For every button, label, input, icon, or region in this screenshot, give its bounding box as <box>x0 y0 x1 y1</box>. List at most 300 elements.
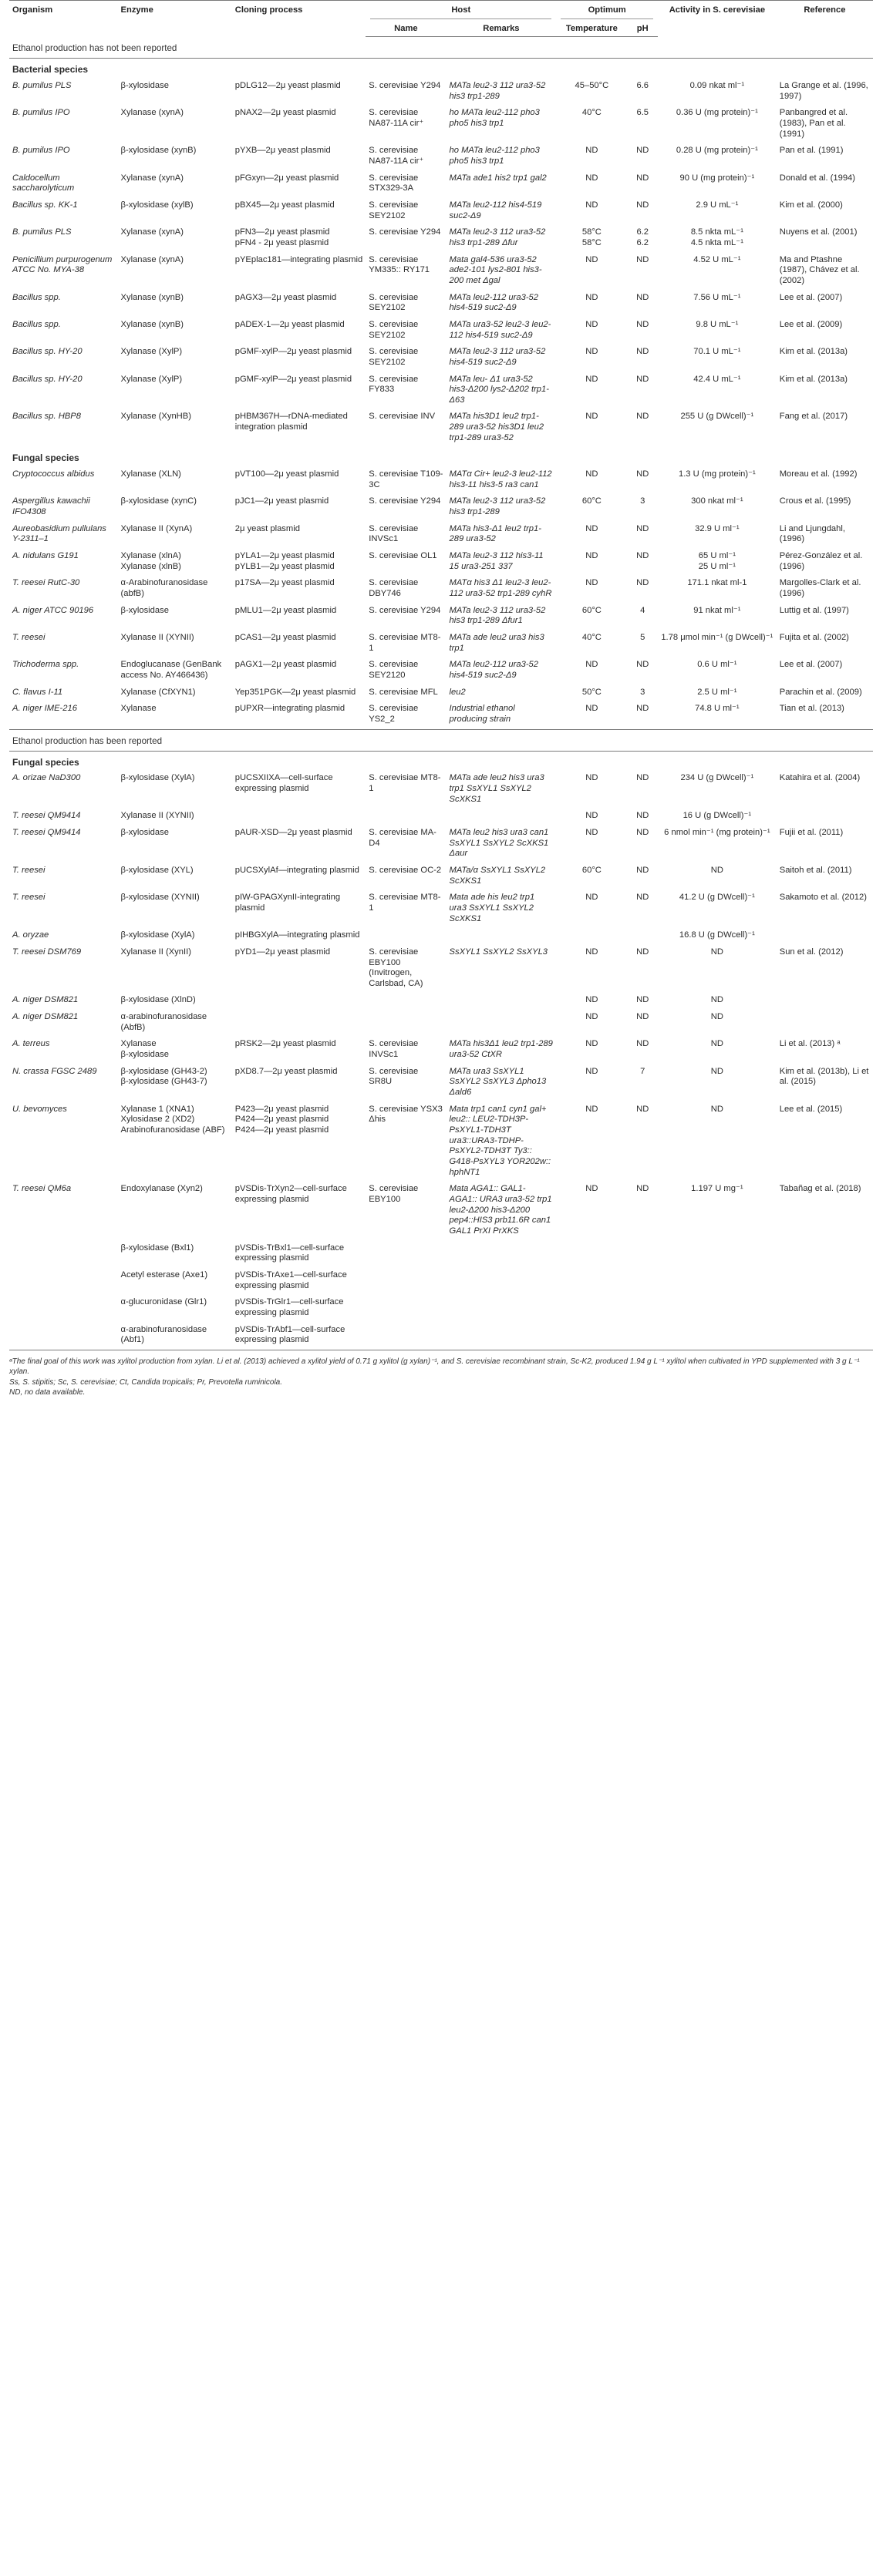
cell-temperature: 40°C <box>581 632 602 642</box>
header-activity: Activity in S. cerevisiae <box>669 5 766 15</box>
cell-temperature <box>556 928 627 945</box>
cell-host-name: S. cerevisiae YM335:: RY171 <box>369 254 430 275</box>
cell-organism: T. reesei QM9414 <box>12 827 81 837</box>
cell-organism: A. orizae NaD300 <box>12 773 81 783</box>
cell-host-name: S. cerevisiae SEY2102 <box>369 292 419 313</box>
cell-temperature: 45–50°C <box>575 81 609 91</box>
cell-enzyme: β-xylosidase (XYL) <box>120 865 194 875</box>
cell-temperature: 58°C 58°C <box>581 227 602 247</box>
cell-host-name <box>366 993 446 1010</box>
cell-enzyme: α-arabinofuranosidase (AbfB) <box>120 1012 207 1032</box>
cell-cloning: pUPXR—integrating plasmid <box>234 704 345 714</box>
cell-host-name <box>366 928 446 945</box>
cell-remarks <box>447 1010 557 1037</box>
cell-cloning: P423—2μ yeast plasmid P424—2μ yeast plasmid P424—2μ yeast plasmid <box>234 1104 329 1135</box>
cell-temperature: ND <box>585 704 598 714</box>
cell-ph: ND <box>636 811 649 821</box>
cell-host-name: S. cerevisiae YS2_2 <box>369 704 419 724</box>
cell-host-name: S. cerevisiae INV <box>369 412 436 422</box>
table-row <box>9 1323 873 1350</box>
table-row <box>9 318 873 345</box>
cell-activity: 0.09 nkat ml⁻¹ <box>689 81 745 91</box>
cell-reference: Fujita et al. (2002) <box>779 632 849 642</box>
cell-activity: 32.9 U ml⁻¹ <box>695 523 740 533</box>
cell-remarks: MATa leu2-112 his4-519 suc2-Δ9 <box>449 200 542 220</box>
cell-enzyme: Xylanase (xynA) <box>120 254 184 264</box>
cell-activity: 70.1 U mL⁻¹ <box>693 347 741 357</box>
cell-ph: ND <box>636 292 649 302</box>
cell-enzyme: Xylanase 1 (XNA1) Xylosidase 2 (XD2) Arabinofuranosidase (ABF) <box>120 1104 225 1135</box>
cell-remarks <box>447 993 557 1010</box>
cell-host-name: S. cerevisiae FY833 <box>369 374 419 395</box>
cell-host-name <box>366 1010 446 1037</box>
cell-host-name: S. cerevisiae OL1 <box>369 551 437 561</box>
cell-enzyme: β-xylosidase (XylA) <box>120 930 195 940</box>
cell-ph: ND <box>636 319 649 329</box>
cell-remarks: MATa leu2-3 112 ura3-52 his4-519 suc2-Δ9 <box>449 347 546 367</box>
cell-cloning: pVSDis-TrXyn2—cell-surface expressing plasmid <box>234 1184 347 1204</box>
cell-activity: 42.4 U mL⁻¹ <box>693 374 741 384</box>
cell-organism: B. pumilus PLS <box>12 81 72 91</box>
cell-temperature: ND <box>585 947 598 957</box>
cell-cloning: Yep351PGK—2μ yeast plasmid <box>234 687 356 697</box>
cell-remarks: MATa his3-Δ1 leu2 trp1-289 ura3-52 <box>449 523 541 544</box>
footnote-nd: ND, no data available. <box>9 1388 86 1397</box>
cell-reference: Luttig et al. (1997) <box>779 605 849 615</box>
cell-reference: Donald et al. (1994) <box>779 173 855 183</box>
cell-ph <box>627 1241 658 1268</box>
cell-host-name: S. cerevisiae NA87-11A cir⁺ <box>369 108 424 129</box>
cell-remarks <box>447 809 557 826</box>
cell-reference: Katahira et al. (2004) <box>779 773 861 783</box>
table-row <box>9 809 873 826</box>
cell-cloning: pVT100—2μ yeast plasmid <box>234 469 339 479</box>
cell-temperature: ND <box>585 1066 598 1076</box>
cell-remarks <box>447 1295 557 1322</box>
cell-activity: ND <box>710 947 723 957</box>
table-row <box>9 1268 873 1295</box>
cell-reference: Tabañag et al. (2018) <box>779 1184 861 1194</box>
cell-activity: 91 nkat ml⁻¹ <box>693 605 741 615</box>
cell-enzyme: Xylanase (xynB) <box>120 292 184 302</box>
table-row <box>9 890 873 928</box>
header-host-remarks: Remarks <box>447 22 557 37</box>
cell-organism: T. reesei <box>12 632 45 642</box>
cell-remarks: Mata AGA1:: GAL1-AGA1:: URA3 ura3-52 trp1 leu2-Δ200 his3-Δ200 pep4::HIS3 prb11.6R can1 GAL1 PrXI PrXKS <box>449 1184 552 1236</box>
cell-host-name: S. cerevisiae Y294 <box>369 81 441 91</box>
cell-organism <box>9 1323 118 1350</box>
xylanase-expression-table <box>9 0 873 1350</box>
table-row <box>9 1295 873 1322</box>
cell-cloning: pADEX-1—2μ yeast plasmid <box>234 319 345 329</box>
cell-reference <box>777 1241 873 1268</box>
cell-remarks <box>447 1323 557 1350</box>
cell-enzyme: Xylanase (XylP) <box>120 374 183 384</box>
table-row <box>9 576 873 603</box>
cell-organism: Penicillium purpurogenum ATCC No. MYA-38 <box>12 254 113 275</box>
table-row <box>9 494 873 521</box>
cell-cloning: pVSDis-TrGlr1—cell-surface expressing plasmid <box>234 1297 344 1317</box>
cell-host-name <box>366 1241 446 1268</box>
cell-ph: 3 <box>640 496 645 506</box>
cell-reference <box>777 1295 873 1322</box>
cell-activity: 41.2 U (g DWcell)⁻¹ <box>679 893 755 903</box>
table-body <box>9 37 873 448</box>
cell-reference: Saitoh et al. (2011) <box>779 865 852 875</box>
table-row <box>9 657 873 684</box>
cell-ph: ND <box>636 551 649 561</box>
cell-remarks: MATa leu2-3 112 ura3-52 his3 trp1-289 Δfur1 <box>449 605 546 626</box>
cell-host-name: S. cerevisiae MFL <box>369 687 438 697</box>
cell-remarks: MATa leu- Δ1 ura3-52 his3-Δ200 lys2-Δ202 trp1- Δ63 <box>449 374 549 405</box>
cell-enzyme: Xylanase (XynHB) <box>120 412 191 422</box>
cell-organism: T. reesei QM6a <box>12 1184 72 1194</box>
cell-reference: Kim et al. (2000) <box>779 200 843 210</box>
cell-ph: ND <box>636 1039 649 1049</box>
cell-ph: ND <box>636 523 649 533</box>
cell-reference: Lee et al. (2015) <box>779 1104 843 1114</box>
cell-reference <box>777 993 873 1010</box>
cell-ph: ND <box>636 347 649 357</box>
cell-organism: A. niger ATCC 90196 <box>12 605 94 615</box>
cell-cloning: pGMF-xylP—2μ yeast plasmid <box>234 374 352 384</box>
cell-host-name <box>366 809 446 826</box>
cell-enzyme: β-xylosidase (xylB) <box>120 200 194 210</box>
cell-temperature: ND <box>585 578 598 588</box>
cell-cloning <box>232 1010 366 1037</box>
table-row <box>9 409 873 447</box>
cell-enzyme: β-xylosidase <box>120 81 169 91</box>
cell-ph: 5 <box>640 632 645 642</box>
cell-reference: Crous et al. (1995) <box>779 496 851 506</box>
table-row <box>9 863 873 890</box>
cell-host-name: S. cerevisiae SEY2102 <box>369 319 419 340</box>
cell-reference: Pan et al. (1991) <box>779 146 844 156</box>
cell-cloning: pVSDis-TrAbf1—cell-surface expressing plasmid <box>232 1323 366 1350</box>
cell-reference: Moreau et al. (1992) <box>779 469 858 479</box>
footnote-a: ᵃThe final goal of this work was xylitol production from xylan. Li et al. (2013) achieved a xylitol yield of 0.71 g xylitol (g xylan)⁻¹, and S. cerevisiae recombinant strain, Sc-K2, produced 1.94 g L⁻¹ xylitol when cultivated in YPD supplemented with 3 g L⁻¹ xylan. <box>9 1357 860 1377</box>
cell-host-name: S. cerevisiae INVSc1 <box>369 523 419 544</box>
table-row <box>9 701 873 729</box>
cell-temperature: ND <box>585 811 598 821</box>
table-row <box>9 253 873 291</box>
cell-remarks: MATα his3 Δ1 leu2-3 leu2-112 ura3-52 trp1-289 cyhR <box>449 578 552 598</box>
cell-reference: Li and Ljungdahl, (1996) <box>779 523 845 544</box>
header-organism: Organism <box>12 5 53 15</box>
cell-cloning: pIW-GPAGXynII-integrating plasmid <box>234 893 341 913</box>
cell-activity <box>658 1268 777 1295</box>
cell-host-name <box>366 1295 446 1322</box>
cell-temperature: ND <box>585 523 598 533</box>
table-row <box>9 826 873 863</box>
cell-ph: 6.2 6.2 <box>636 227 649 247</box>
cell-remarks: SsXYL1 SsXYL2 SsXYL3 <box>449 947 548 957</box>
cell-remarks: leu2 <box>449 687 466 697</box>
cell-ph: ND <box>636 704 649 714</box>
cell-activity: 7.56 U mL⁻¹ <box>693 292 741 302</box>
cell-activity: 0.28 U (mg protein)⁻¹ <box>676 146 758 156</box>
table-row <box>9 1037 873 1064</box>
cell-reference: Kim et al. (2013a) <box>779 374 848 384</box>
cell-organism: B. pumilus IPO <box>12 108 70 118</box>
cell-temperature: ND <box>585 1184 598 1194</box>
cell-enzyme: Xylanase <box>120 704 157 714</box>
cell-enzyme: β-xylosidase (xynB) <box>120 146 197 156</box>
cell-cloning: pIHBGXylA—integrating plasmid <box>234 930 360 940</box>
cell-host-name: S. cerevisiae Y294 <box>369 496 441 506</box>
cell-enzyme: β-xylosidase (XlnD) <box>120 995 196 1005</box>
cell-enzyme: α-Arabinofuranosidase (abfB) <box>120 578 208 598</box>
cell-organism: Aspergillus kawachii IFO4308 <box>12 496 90 517</box>
cell-temperature: ND <box>585 660 598 670</box>
cell-enzyme: Xylanase (xlnA) Xylanase (xlnB) <box>120 551 181 571</box>
cell-temperature: ND <box>585 1104 598 1114</box>
table-row <box>9 291 873 318</box>
cell-remarks: ho MATa leu2-112 pho3 pho5 his3 trp1 <box>449 146 540 166</box>
cell-cloning: pUCSXIIXA—cell-surface expressing plasmid <box>234 773 333 793</box>
cell-cloning: 2μ yeast plasmid <box>234 523 300 533</box>
cell-enzyme: β-xylosidase <box>120 827 169 837</box>
cell-reference: Kim et al. (2013b), Li et al. (2015) <box>779 1066 869 1087</box>
cell-temperature: ND <box>585 773 598 783</box>
cell-activity: 6 nmol min⁻¹ (mg protein)⁻¹ <box>664 827 770 837</box>
cell-remarks: MATa leu2-3 112 ura3-52 his3 trp1-289 <box>449 496 546 517</box>
cell-reference: Tian et al. (2013) <box>779 704 844 714</box>
cell-activity: 16.8 U (g DWcell)⁻¹ <box>679 930 755 940</box>
cell-host-name: S. cerevisiae MT8-1 <box>369 773 441 793</box>
cell-temperature <box>556 1241 627 1268</box>
cell-cloning: pFGxyn—2μ yeast plasmid <box>234 173 339 183</box>
cell-reference: Fujii et al. (2011) <box>779 827 844 837</box>
cell-ph: ND <box>636 469 649 479</box>
cell-host-name: S. cerevisiae SEY2102 <box>369 200 419 220</box>
cell-activity: 0.36 U (mg protein)⁻¹ <box>676 108 758 118</box>
cell-cloning: pUCSXylAf—integrating plasmid <box>234 865 359 875</box>
header-host-name: Name <box>366 22 446 37</box>
cell-host-name: S. cerevisiae OC-2 <box>369 865 442 875</box>
cell-temperature: ND <box>585 200 598 210</box>
header-reference: Reference <box>804 5 846 15</box>
table-row <box>9 171 873 198</box>
cell-ph: ND <box>636 412 649 422</box>
cell-cloning: pCAS1—2μ yeast plasmid <box>234 632 336 642</box>
cell-enzyme: β-xylosidase (xynC) <box>120 496 197 506</box>
cell-reference: Lee et al. (2007) <box>779 292 843 302</box>
cell-organism: T. reesei <box>12 893 45 903</box>
cell-temperature: 60°C <box>581 605 602 615</box>
cell-enzyme: Xylanase (xynA) <box>120 227 184 237</box>
cell-enzyme: α-glucuronidase (Glr1) <box>120 1297 207 1307</box>
cell-activity: 234 U (g DWcell)⁻¹ <box>680 773 754 783</box>
cell-host-name: S. cerevisiae NA87-11A cir⁺ <box>369 146 424 166</box>
table-row <box>9 143 873 170</box>
cell-temperature <box>556 1268 627 1295</box>
cell-activity: 9.8 U mL⁻¹ <box>696 319 739 329</box>
cell-activity: 4.52 U mL⁻¹ <box>693 254 741 264</box>
cell-remarks: MATa his3D1 leu2 trp1-289 ura3-52 his3D1 leu2 trp1-289 ura3-52 <box>449 412 544 442</box>
table-row <box>9 225 873 252</box>
cell-temperature: ND <box>585 412 598 422</box>
cell-ph: 6.6 <box>636 81 649 91</box>
cell-organism: A. oryzae <box>12 930 49 940</box>
cell-ph: ND <box>636 254 649 264</box>
cell-ph: ND <box>636 146 649 156</box>
cell-host-name: S. cerevisiae MT8-1 <box>369 632 441 653</box>
cell-activity: 2.9 U mL⁻¹ <box>696 200 739 210</box>
cell-cloning: pAUR-XSD—2μ yeast plasmid <box>234 827 352 837</box>
cell-activity: 1.197 U mg⁻¹ <box>691 1184 743 1194</box>
cell-organism: T. reesei QM9414 <box>12 811 81 821</box>
cell-cloning: pAGX1—2μ yeast plasmid <box>234 660 337 670</box>
cell-activity: 1.78 μmol min⁻¹ (g DWcell)⁻¹ <box>661 632 773 642</box>
cell-temperature: 60°C <box>581 865 602 875</box>
cell-organism: Bacillus spp. <box>12 292 61 302</box>
cell-activity: ND <box>710 1066 723 1076</box>
cell-host-name: S. cerevisiae SEY2120 <box>369 660 419 680</box>
cell-ph: ND <box>636 374 649 384</box>
cell-reference <box>777 1323 873 1350</box>
group-row <box>9 59 873 79</box>
cell-host-name: S. cerevisiae MT8-1 <box>369 893 441 913</box>
cell-temperature: ND <box>585 1039 598 1049</box>
cell-temperature <box>556 1295 627 1322</box>
cell-enzyme: β-xylosidase (XYNII) <box>120 893 200 903</box>
cell-organism <box>9 1268 118 1295</box>
cell-enzyme: Xylanase (xynA) <box>120 108 184 118</box>
cell-host-name <box>366 1268 446 1295</box>
header-ph: pH <box>627 22 658 37</box>
cell-remarks: MATa ura3-52 leu2-3 leu2-112 his4-519 suc2-Δ9 <box>449 319 551 340</box>
cell-organism: Bacillus sp. HY-20 <box>12 347 83 357</box>
cell-reference: Lee et al. (2007) <box>779 660 843 670</box>
section-row <box>9 729 873 751</box>
table-row <box>9 106 873 143</box>
cell-enzyme: Xylanase (xynB) <box>120 319 184 329</box>
cell-temperature: ND <box>585 827 598 837</box>
cell-organism: C. flavus I-11 <box>12 687 63 697</box>
cell-reference <box>777 809 873 826</box>
cell-ph: ND <box>636 827 649 837</box>
cell-host-name: S. cerevisiae Y294 <box>369 605 441 615</box>
cell-ph: ND <box>636 773 649 783</box>
cell-reference: La Grange et al. (1996, 1997) <box>779 81 868 101</box>
cell-ph: ND <box>636 660 649 670</box>
cell-reference: Pérez-González et al. (1996) <box>779 551 863 571</box>
cell-ph: ND <box>636 1104 649 1114</box>
cell-activity: ND <box>710 1039 723 1049</box>
cell-host-name: S. cerevisiae DBY746 <box>369 578 419 598</box>
cell-enzyme: Endoglucanase (GenBank access No. AY466436) <box>120 660 222 680</box>
cell-remarks: Mata gal4-536 ura3-52 ade2-101 lys2-801 his3-200 met Δgal <box>449 254 542 285</box>
cell-host-name: S. cerevisiae SEY2102 <box>369 347 419 367</box>
cell-ph: ND <box>636 173 649 183</box>
cell-activity: 16 U (g DWcell)⁻¹ <box>682 811 752 821</box>
cell-cloning: pYLA1—2μ yeast plasmid pYLB1—2μ yeast plasmid <box>234 551 335 571</box>
cell-ph: ND <box>636 947 649 957</box>
cell-organism: Bacillus sp. HBP8 <box>12 412 81 422</box>
footnotes <box>9 1357 873 1398</box>
cell-activity: ND <box>710 865 723 875</box>
cell-enzyme: Xylanase (XLN) <box>120 469 181 479</box>
cell-remarks <box>447 1268 557 1295</box>
cell-organism: Aureobasidium pullulans Y-2311–1 <box>12 523 106 544</box>
cell-cloning: pVSDis-TrBxl1—cell-surface expressing plasmid <box>234 1243 345 1263</box>
cell-cloning: pYEplac181—integrating plasmid <box>234 254 363 264</box>
cell-cloning: pBX45—2μ yeast plasmid <box>234 200 335 210</box>
cell-temperature: ND <box>585 319 598 329</box>
cell-cloning: pGMF-xylP—2μ yeast plasmid <box>234 347 352 357</box>
table-row <box>9 1064 873 1102</box>
cell-ph: ND <box>636 1012 649 1022</box>
cell-cloning: pYXB—2μ yeast plasmid <box>234 146 331 156</box>
cell-ph: 7 <box>640 1066 645 1076</box>
cell-organism: B. pumilus IPO <box>12 146 70 156</box>
cell-organism: A. niger DSM821 <box>12 1012 79 1022</box>
cell-organism: T. reesei RutC-30 <box>12 578 80 588</box>
table-row <box>9 604 873 631</box>
section-no-ethanol: Ethanol production has not been reported <box>9 37 873 59</box>
cell-ph <box>627 928 658 945</box>
cell-reference: Nuyens et al. (2001) <box>779 227 858 237</box>
cell-remarks: MATa leu2-112 ura3-52 his4-519 suc2-Δ9 <box>449 292 538 313</box>
cell-reference: Panbangred et al. (1983), Pan et al. (1991) <box>779 108 848 139</box>
cell-ph: ND <box>636 893 649 903</box>
cell-organism <box>9 1241 118 1268</box>
cell-temperature: 40°C <box>581 108 602 118</box>
cell-enzyme: Xylanase II (XynA) <box>120 523 193 533</box>
table-row <box>9 1102 873 1182</box>
cell-remarks: Mata trp1 can1 cyn1 gal+ leu2:: LEU2-TDH3P-PsXYL1-TDH3T ura3::URA3-TDHP-PsXYL2-TDH3T Ty3:: G418-PsXYL3 YOR202w:: hphNT1 <box>449 1104 551 1177</box>
cell-cloning <box>232 809 366 826</box>
cell-enzyme: Xylanase (CfXYN1) <box>120 687 196 697</box>
table-row <box>9 467 873 494</box>
cell-enzyme: β-xylosidase (GH43-2) β-xylosidase (GH43-7) <box>120 1066 207 1087</box>
cell-remarks: MATα Cir+ leu2-3 leu2-112 his3-11 his3-5 ra3 can1 <box>449 469 552 489</box>
footnote-abbreviations: Ss, S. stipitis; Sc, S. cerevisiae; Ct, Candida tropicalis; Pr, Prevotella ruminicola. <box>9 1377 283 1387</box>
cell-ph: ND <box>636 995 649 1005</box>
cell-remarks <box>447 928 557 945</box>
cell-reference: Parachin et al. (2009) <box>779 687 862 697</box>
cell-enzyme: Acetyl esterase (Axe1) <box>120 1270 208 1280</box>
cell-reference <box>777 1268 873 1295</box>
table-row <box>9 372 873 410</box>
cell-activity <box>658 1241 777 1268</box>
cell-reference: Lee et al. (2009) <box>779 319 843 329</box>
cell-temperature: ND <box>585 469 598 479</box>
cell-host-name: S. cerevisiae Y294 <box>369 227 441 237</box>
cell-remarks: MATa his3Δ1 leu2 trp1-289 ura3-52 CtXR <box>449 1039 553 1060</box>
cell-host-name: S. cerevisiae STX329-3A <box>369 173 419 193</box>
cell-enzyme: Xylanase II (XynII) <box>120 947 191 957</box>
cell-ph <box>627 1323 658 1350</box>
cell-remarks <box>447 1241 557 1268</box>
cell-activity: 1.3 U (mg protein)⁻¹ <box>678 469 756 479</box>
cell-ph <box>627 1295 658 1322</box>
header-optimum: Optimum <box>556 1 658 22</box>
cell-host-name: S. cerevisiae EBY100 <box>369 1184 419 1204</box>
cell-cloning: pFN3—2μ yeast plasmid pFN4 - 2μ yeast plasmid <box>234 227 330 247</box>
cell-host-name: S. cerevisiae MA-D4 <box>369 827 436 848</box>
group-fungal-a: Fungal species <box>12 452 79 464</box>
header-temperature: Temperature <box>556 22 627 37</box>
cell-cloning: pXD8.7—2μ yeast plasmid <box>234 1066 338 1076</box>
cell-temperature <box>556 1323 627 1350</box>
header-host: Host <box>366 1 556 22</box>
cell-reference: Margolles-Clark et al. (1996) <box>779 578 861 598</box>
cell-remarks: MATa ade leu2 ura3 his3 trp1 <box>449 632 544 653</box>
cell-activity: 2.5 U ml⁻¹ <box>697 687 737 697</box>
cell-organism: T. reesei <box>12 865 45 875</box>
